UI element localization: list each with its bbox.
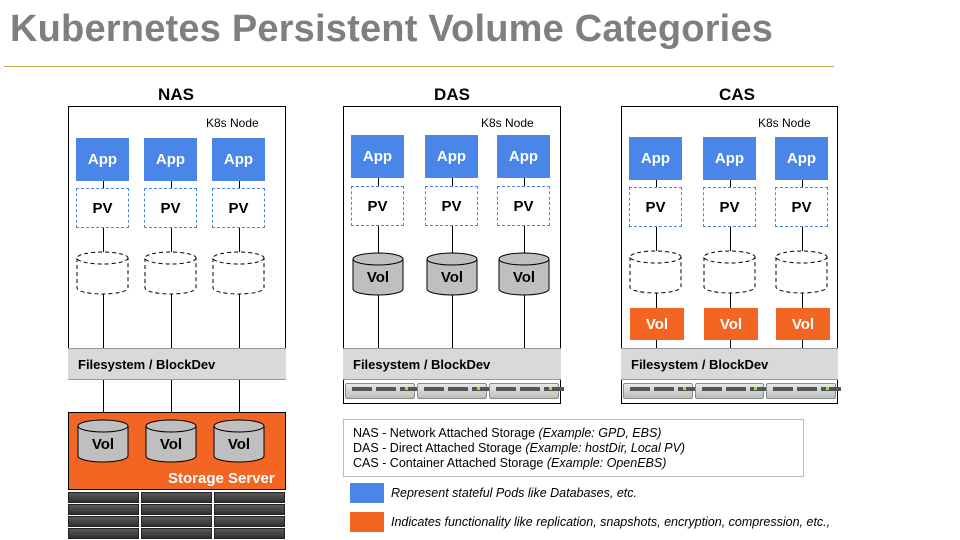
das-app-2: App xyxy=(497,135,550,178)
nas-empty-volume-2 xyxy=(212,251,265,295)
storage-server-rack-unit xyxy=(68,504,139,515)
das-pv-2: PV xyxy=(497,186,550,226)
cas-pv-0: PV xyxy=(629,187,682,227)
legend-definitions xyxy=(343,419,804,477)
status-led xyxy=(549,387,552,390)
blue-legend-swatch xyxy=(350,483,384,503)
drive-slot xyxy=(544,387,564,391)
nas-pv-2: PV xyxy=(212,188,265,228)
storage-server-rack-unit xyxy=(214,492,285,503)
storage-server-label: Storage Server xyxy=(168,470,275,487)
cas-pv-1: PV xyxy=(703,187,756,227)
legend-term: DAS - Direct Attached Storage xyxy=(353,441,526,455)
legend-term: CAS - Container Attached Storage xyxy=(353,456,547,470)
das-local-disk-unit xyxy=(489,383,559,399)
nas-filesystem-layer: Filesystem / BlockDev xyxy=(68,348,286,380)
cas-empty-volume-1 xyxy=(703,250,756,294)
storage-server-rack-unit xyxy=(68,528,139,539)
cas-node-label: K8s Node xyxy=(758,116,811,130)
nas-pv-0: PV xyxy=(76,188,129,228)
storage-server-rack-unit xyxy=(141,504,212,515)
storage-server-rack-unit xyxy=(214,504,285,515)
title-underline xyxy=(4,66,834,67)
nas-app-0: App xyxy=(76,138,129,181)
storage-server-rack-unit xyxy=(141,492,212,503)
cas-header: CAS xyxy=(719,85,755,104)
das-local-disk-unit xyxy=(345,383,415,399)
das-header: DAS xyxy=(434,85,470,104)
nas-empty-volume-0 xyxy=(76,251,129,295)
das-local-disk-unit xyxy=(417,383,487,399)
nas-server-vol-2-label: Vol xyxy=(227,435,251,453)
das-app-1: App xyxy=(425,135,478,178)
storage-server-rack-unit xyxy=(68,492,139,503)
legend-line xyxy=(353,426,794,441)
cas-app-2: App xyxy=(775,137,828,180)
nas-node-label: K8s Node xyxy=(206,116,259,130)
status-led xyxy=(754,387,757,390)
drive-slot xyxy=(520,387,540,391)
legend-example: (Example: GPD, EBS) xyxy=(538,426,662,440)
cas-app-1: App xyxy=(703,137,756,180)
status-led xyxy=(683,387,686,390)
cas-controller-vol-2: Vol xyxy=(776,308,830,340)
das-filesystem-layer: Filesystem / BlockDev xyxy=(343,348,561,380)
orange-legend-swatch xyxy=(350,512,384,532)
drive-slot xyxy=(376,387,396,391)
das-app-0: App xyxy=(351,135,404,178)
drive-slot xyxy=(726,387,746,391)
drive-slot xyxy=(797,387,817,391)
page-title: Kubernetes Persistent Volume Categories xyxy=(10,8,774,50)
das-pv-0: PV xyxy=(351,186,404,226)
orange-legend-text: Indicates functionality like replication, snapshots, encryption, compression, etc., xyxy=(391,515,831,529)
cas-app-0: App xyxy=(629,137,682,180)
das-vol-cylinder-0-label: Vol xyxy=(366,268,390,286)
storage-server-rack-unit xyxy=(214,516,285,527)
storage-server-rack-unit xyxy=(68,516,139,527)
legend-line xyxy=(353,456,794,471)
das-vol-cylinder-1-label: Vol xyxy=(440,268,464,286)
drive-slot xyxy=(352,387,372,391)
drive-slot xyxy=(654,387,674,391)
drive-slot xyxy=(448,387,468,391)
drive-slot xyxy=(630,387,650,391)
cas-controller-vol-1: Vol xyxy=(704,308,758,340)
cas-controller-vol-0: Vol xyxy=(630,308,684,340)
legend-line xyxy=(353,441,794,456)
nas-app-2: App xyxy=(212,138,265,181)
nas-header: NAS xyxy=(158,85,194,104)
status-led xyxy=(826,387,829,390)
cas-local-disk-unit xyxy=(623,383,693,399)
status-led xyxy=(405,387,408,390)
cas-empty-volume-2 xyxy=(775,250,828,294)
drive-slot xyxy=(496,387,516,391)
status-led xyxy=(477,387,480,390)
legend-example: (Example: OpenEBS) xyxy=(546,456,667,470)
cas-filesystem-layer: Filesystem / BlockDev xyxy=(621,348,838,380)
das-vol-cylinder-2-label: Vol xyxy=(512,268,536,286)
blue-legend-text: Represent stateful Pods like Databases, etc. xyxy=(391,486,637,500)
cas-local-disk-unit xyxy=(766,383,836,399)
nas-app-1: App xyxy=(144,138,197,181)
storage-server-rack-unit xyxy=(141,516,212,527)
das-pv-1: PV xyxy=(425,186,478,226)
nas-server-vol-1-label: Vol xyxy=(159,435,183,453)
legend-term: NAS - Network Attached Storage xyxy=(353,426,539,440)
cas-local-disk-unit xyxy=(695,383,765,399)
drive-slot xyxy=(773,387,793,391)
drive-slot xyxy=(702,387,722,391)
storage-server-rack-unit xyxy=(141,528,212,539)
drive-slot xyxy=(424,387,444,391)
nas-pv-1: PV xyxy=(144,188,197,228)
nas-server-vol-0-label: Vol xyxy=(91,435,115,453)
cas-pv-2: PV xyxy=(775,187,828,227)
legend-example: (Example: hostDir, Local PV) xyxy=(525,441,686,455)
drive-slot xyxy=(821,387,841,391)
nas-empty-volume-1 xyxy=(144,251,197,295)
storage-server-rack-unit xyxy=(214,528,285,539)
cas-empty-volume-0 xyxy=(629,250,682,294)
das-node-label: K8s Node xyxy=(481,116,534,130)
